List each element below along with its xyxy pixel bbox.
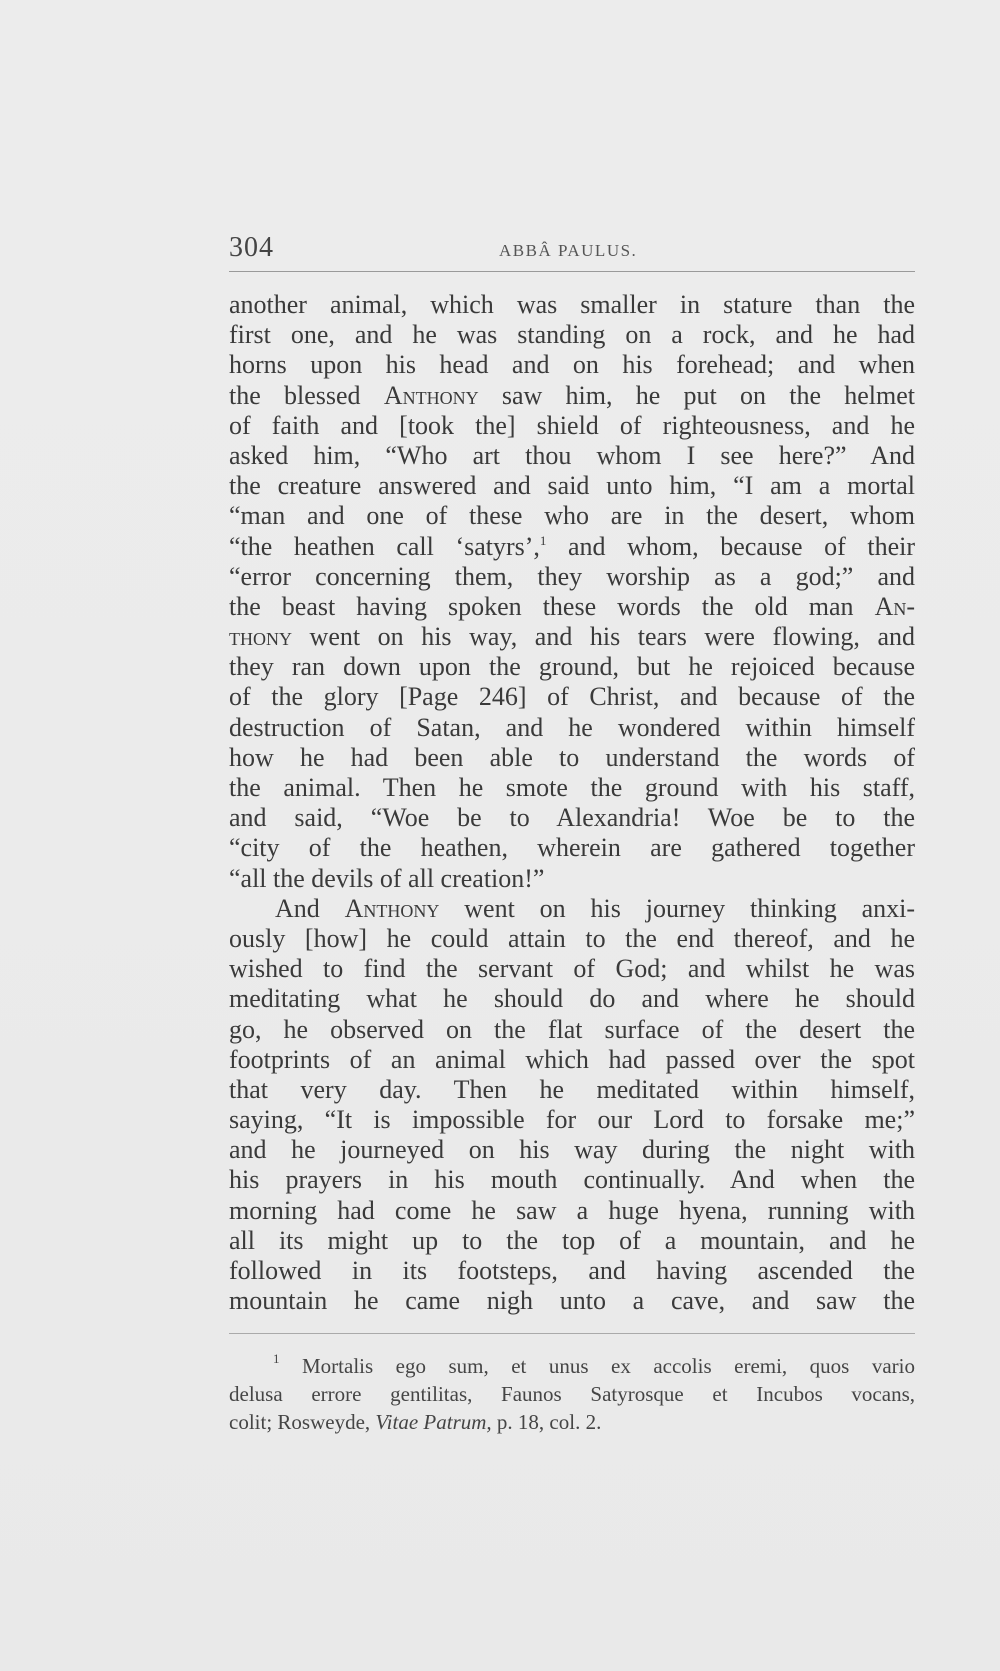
footnote-marker: 1	[273, 1352, 280, 1366]
text-segment: And	[275, 893, 345, 923]
text-line: asked him, “Who art thou whom I see here?” And	[229, 440, 915, 470]
page-header	[229, 232, 915, 272]
running-head: ABBÂ PAULUS.	[499, 241, 638, 260]
body-text	[229, 290, 915, 1316]
footnote-rule	[229, 1333, 915, 1334]
text-line	[229, 532, 915, 562]
text-segment: Mortalis ego sum, et unus ex accolis eremi, quos vario	[279, 1354, 915, 1378]
text-segment: saw him, he put on the helmet	[478, 380, 915, 410]
footnote-reference: 1	[539, 532, 547, 548]
text-line: they ran down upon the ground, but he rejoiced because	[229, 652, 915, 682]
text-line: first one, and he was standing on a rock, and he had	[229, 320, 915, 350]
text-line: of faith and [took the] shield of righteousness, and he	[229, 410, 915, 440]
text-line: footprints of an animal which had passed over the spot	[229, 1044, 915, 1074]
text-line: followed in its footsteps, and having ascended the	[229, 1256, 915, 1285]
text-segment: p. 18, col. 2.	[491, 1410, 602, 1434]
text-segment: “the heathen call ‘satyrs’,	[229, 531, 540, 561]
page-number: 304	[229, 232, 274, 263]
text-line: wished to find the servant of God; and whilst he was	[229, 954, 915, 984]
text-line: “all the devils of all creation!”	[229, 863, 545, 893]
text-segment: the beast having spoken these words the old man	[229, 591, 875, 621]
text-line: ously [how] he could attain to the end thereof, and he	[229, 923, 915, 953]
text-line	[229, 381, 915, 411]
name-anthony: thony	[229, 622, 292, 652]
text-line: saying, “It is impossible for our Lord to forsake me;”	[229, 1105, 915, 1135]
text-line: morning had come he saw a huge hyena, running with	[229, 1195, 915, 1225]
text-line: “city of the heathen, wherein are gathered together	[229, 833, 915, 863]
header-rule	[229, 271, 915, 272]
text-segment: the blessed	[229, 380, 384, 410]
text-line: all its might up to the top of a mountain, and he	[229, 1225, 915, 1255]
footnotes	[229, 1352, 915, 1436]
text-line: “error concerning them, they worship as a god;” and	[229, 561, 915, 591]
text-line: and he journeyed on his way during the night with	[229, 1135, 915, 1165]
text-line: of the glory [Page 246] of Christ, and because of the	[229, 682, 915, 712]
footnote-line	[229, 1408, 915, 1436]
text-line: that very day. Then he meditated within himself,	[229, 1074, 915, 1104]
text-segment: went on his way, and his tears were flowing, and	[292, 622, 915, 652]
footnote-line	[229, 1352, 915, 1380]
book-title: Vitae Patrum,	[375, 1410, 492, 1434]
text-segment: colit; Rosweyde,	[229, 1410, 376, 1434]
text-line: the creature answered and said unto him, “I am a mortal	[229, 471, 915, 501]
name-anthony: Anthony	[344, 893, 440, 923]
name-anthony: An-	[874, 591, 915, 621]
text-line	[229, 894, 915, 924]
text-line	[229, 592, 915, 622]
text-line: another animal, which was smaller in stature than the	[229, 290, 915, 319]
text-line: horns upon his head and on his forehead; and when	[229, 350, 915, 380]
text-segment: went on his journey thinking anxi-	[439, 893, 915, 923]
text-line: “man and one of these who are in the desert, whom	[229, 501, 915, 531]
footnote-line: delusa errore gentilitas, Faunos Satyrosque et Incubos vocans,	[229, 1382, 915, 1406]
text-line: go, he observed on the flat surface of the desert the	[229, 1014, 915, 1044]
text-line: and said, “Woe be to Alexandria! Woe be to the	[229, 803, 915, 833]
text-line: mountain he came nigh unto a cave, and saw the	[229, 1286, 915, 1316]
text-line: how he had been able to understand the words of	[229, 742, 915, 772]
text-line: the animal. Then he smote the ground with his staff,	[229, 773, 915, 802]
text-segment: and whom, because of their	[546, 531, 915, 561]
text-line	[229, 622, 915, 652]
text-line: his prayers in his mouth continually. And when the	[229, 1165, 915, 1195]
name-anthony: Anthony	[383, 380, 479, 410]
text-line: destruction of Satan, and he wondered within himself	[229, 712, 915, 742]
text-line: meditating what he should do and where he should	[229, 984, 915, 1014]
